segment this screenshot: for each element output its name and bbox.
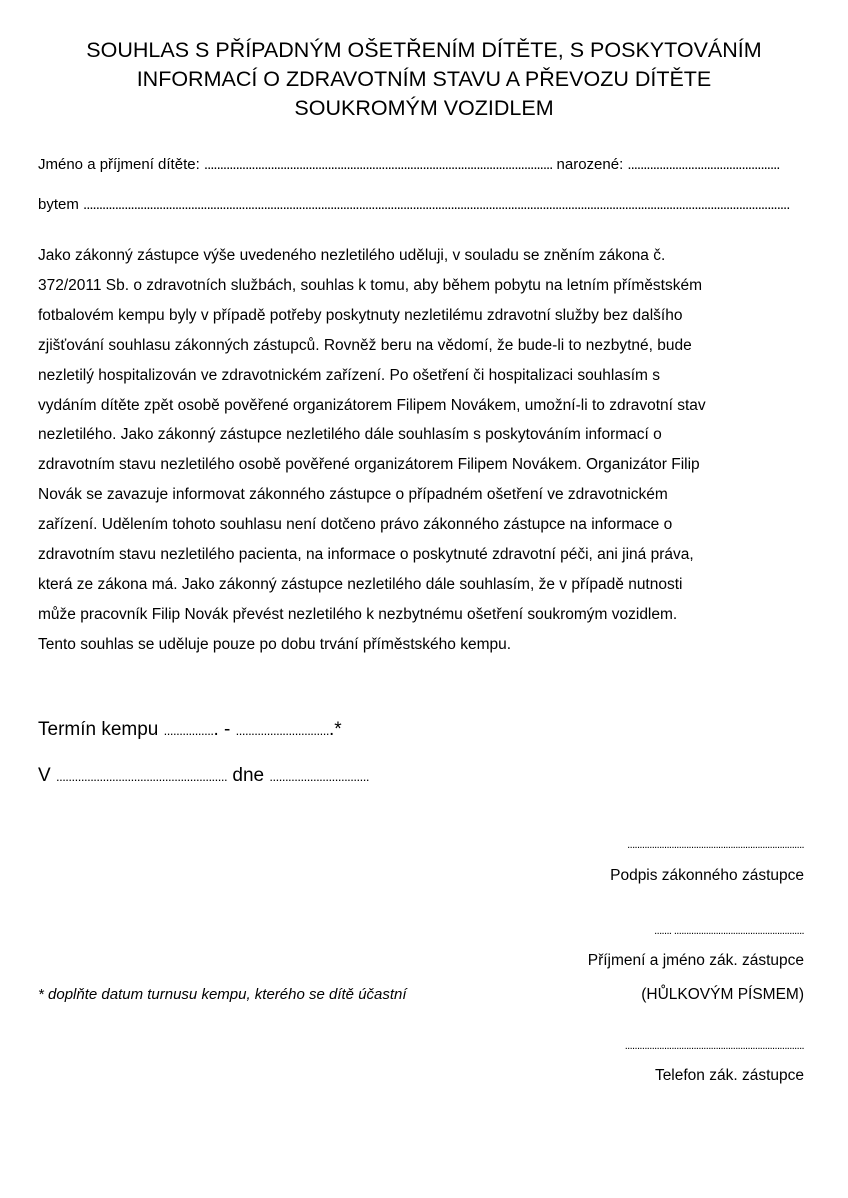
- paragraph-line: Jako zákonný zástupce výše uvedeného nezletilého uděluji, v souladu se zněním zákona č.: [38, 247, 666, 264]
- block-letters-note: (HŮLKOVÝM PÍSMEM): [641, 986, 804, 1003]
- title-line-1: SOUHLAS S PŘÍPADNÝM OŠETŘENÍM DÍTĚTE, S POSKYTOVÁNÍM: [86, 38, 762, 62]
- guardian-name-label: Příjmení a jméno zák. zástupce: [587, 952, 804, 969]
- birth-date-label: narozené:: [556, 156, 624, 173]
- paragraph-line: nezletilého. Jako zákonný zástupce nezletilého dále souhlasím s poskytováním informací o: [38, 426, 662, 444]
- paragraph-line: fotbalovém kempu byly v případě potřeby poskytnuty nezletilému zdravotní služby bez dalšího: [38, 306, 683, 324]
- signature-label: Podpis zákonného zástupce: [610, 867, 804, 884]
- camp-term-from-field[interactable]: ................: [163, 723, 214, 738]
- phone-field[interactable]: .........................................................................: [624, 1040, 804, 1052]
- camp-term-dot: .: [213, 719, 219, 740]
- paragraph-line: zjišťování souhlasu zákonných zástupců. Rovněž beru na vědomí, že bude-li to nezbytné, bude: [38, 336, 692, 354]
- signature-field[interactable]: ........................................................................: [627, 839, 804, 851]
- child-name-field[interactable]: ..............................................................................................................: [203, 156, 553, 173]
- consent-paragraph: [38, 241, 818, 660]
- paragraph-line: zařízení. Udělením tohoto souhlasu není dotčeno právo zákonného zástupce na informace o: [38, 516, 673, 534]
- camp-term-footnote: * doplňte datum turnusu kempu, kterého se dítě účastní: [38, 986, 407, 1003]
- date-label: dne: [232, 765, 265, 786]
- address-label: bytem: [38, 196, 79, 213]
- birth-date-field[interactable]: ................................................: [627, 156, 780, 173]
- camp-term-label: Termín kempu: [38, 719, 159, 740]
- title-line-2: INFORMACÍ O ZDRAVOTNÍM STAVU A PŘEVOZU DÍTĚTE: [136, 67, 712, 91]
- camp-term-asterisk: .*: [328, 719, 342, 740]
- guardian-name-field[interactable]: ....... .....................................................: [654, 925, 804, 937]
- paragraph-line: nezletilý hospitalizován ve zdravotnickém zařízení. Po ošetření či hospitalizaci souhlasím s: [38, 366, 661, 384]
- paragraph-line: Tento souhlas se uděluje pouze po dobu trvání příměstského kempu.: [38, 635, 512, 653]
- paragraph-line: 372/2011 Sb. o zdravotních službách, souhlas k tomu, aby během pobytu na letním příměstském: [38, 276, 702, 294]
- title-line-3: SOUKROMÝM VOZIDLEM: [294, 96, 554, 120]
- paragraph-line: Novák se zavazuje informovat zákonného zástupce o případném ošetření ve zdravotnickém: [38, 486, 668, 504]
- camp-term-row: [38, 718, 342, 743]
- paragraph-line: může pracovník Filip Novák převést nezletilého k nezbytnému ošetření soukromým vozidlem.: [38, 605, 678, 623]
- date-field[interactable]: ................................: [269, 769, 369, 784]
- paragraph-line: zdravotním stavu nezletilého osobě pověřené organizátorem Filipem Novákem. Organizátor Filip: [38, 456, 700, 474]
- paragraph-line: která ze zákona má. Jako zákonný zástupce nezletilého dále souhlasím, že v případě nutnosti: [38, 575, 683, 593]
- camp-term-to-field[interactable]: ..............................: [235, 723, 329, 738]
- document-title: [30, 36, 818, 123]
- child-name-row: [38, 155, 808, 175]
- paragraph-line: zdravotním stavu nezletilého pacienta, na informace o poskytnuté zdravotní péči, ani jiná práva,: [38, 546, 694, 564]
- address-row: [38, 195, 808, 215]
- camp-term-separator: -: [224, 719, 231, 740]
- phone-label: Telefon zák. zástupce: [654, 1067, 804, 1084]
- place-date-row: [38, 764, 369, 789]
- paragraph-line: vydáním dítěte zpět osobě pověřené organizátorem Filipem Novákem, umožní-li to zdravotní stav: [38, 396, 706, 414]
- child-name-label: Jméno a příjmení dítěte:: [38, 156, 200, 173]
- place-label: V: [38, 765, 51, 786]
- address-field[interactable]: ...............................................................................................................................................................................................................................: [83, 196, 790, 213]
- place-field[interactable]: .......................................................: [55, 769, 228, 784]
